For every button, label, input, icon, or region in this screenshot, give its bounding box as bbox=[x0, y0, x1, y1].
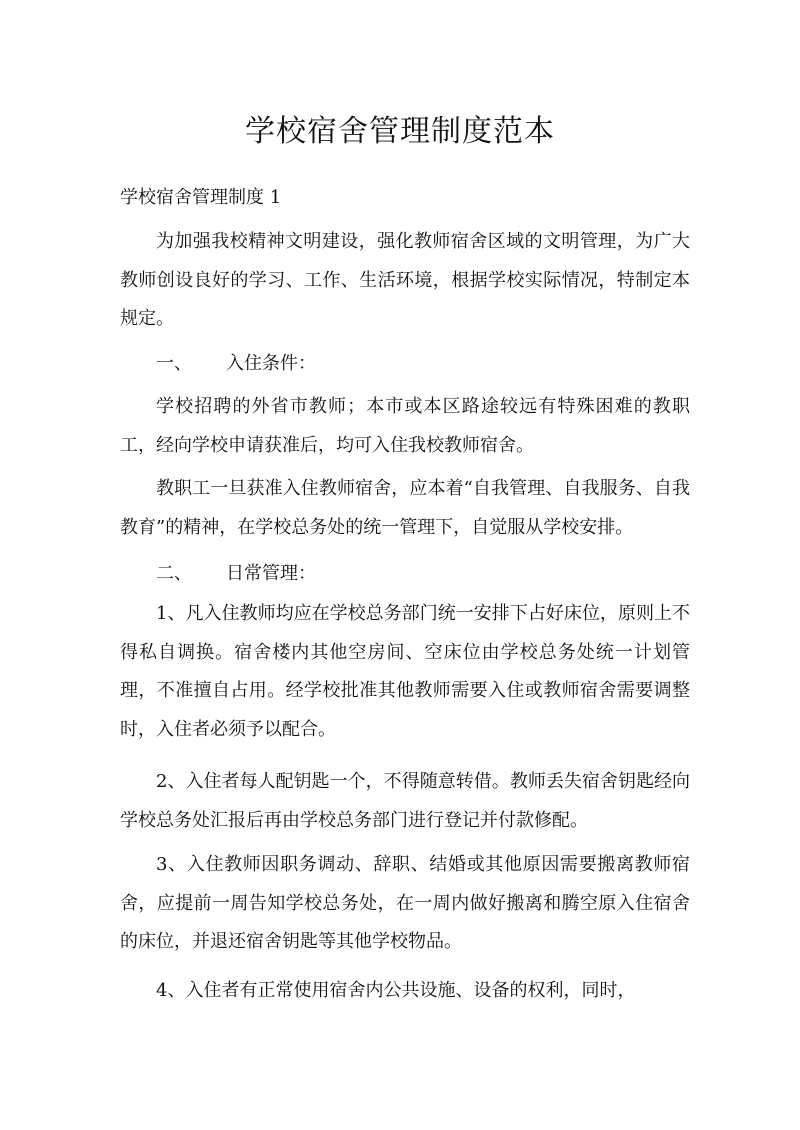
section-heading-2 bbox=[156, 562, 316, 586]
paragraph: 2、入住者每人配钥匙一个，不得随意转借。教师丢失宿舍钥匙经向学校总务处汇报后再由学校总务部门进行登记并付款修配。 bbox=[120, 771, 690, 831]
paragraph: 教职工一旦获准入住教师宿舍，应本着“自我管理、自我服务、自我教育”的精神，在学校总务处的统一管理下，自觉服从学校安排。 bbox=[120, 478, 690, 538]
paragraph: 1、凡入住教师均应在学校总务部门统一安排下占好床位，原则上不得私自调换。宿舍楼内其他空房间、空床位由学校总务处统一计划管理，不准擅自占用。经学校批准其他教师需要入住或教师宿舍需要调整时，入住者必须予以配合。 bbox=[120, 603, 690, 740]
paragraph: 4、入住者有正常使用宿舍内公共设施、设备的权利，同时， bbox=[156, 980, 636, 1001]
section-label: 日常管理： bbox=[226, 563, 316, 584]
section-number: 一、 bbox=[156, 353, 192, 374]
paragraph: 学校招聘的外省市教师；本市或本区路途较远有特殊困难的教职工，经向学校申请获准后，均可入住我校教师宿舍。 bbox=[120, 396, 690, 456]
document-subtitle: 学校宿舍管理制度 1 bbox=[120, 187, 282, 208]
section-number: 二、 bbox=[156, 563, 192, 584]
section-label: 入住条件： bbox=[226, 353, 316, 374]
document-title: 学校宿舍管理制度范本 bbox=[245, 114, 555, 149]
intro-paragraph: 为加强我校精神文明建设，强化教师宿舍区域的文明管理，为广大教师创设良好的学习、工作、生活环境，根据学校实际情况，特制定本规定。 bbox=[120, 231, 690, 329]
section-heading-1 bbox=[156, 352, 316, 376]
paragraph: 3、入住教师因职务调动、辞职、结婚或其他原因需要搬离教师宿舍，应提前一周告知学校总务处，在一周内做好搬离和腾空原入住宿舍的床位，并退还宿舍钥匙等其他学校物品。 bbox=[120, 854, 690, 952]
